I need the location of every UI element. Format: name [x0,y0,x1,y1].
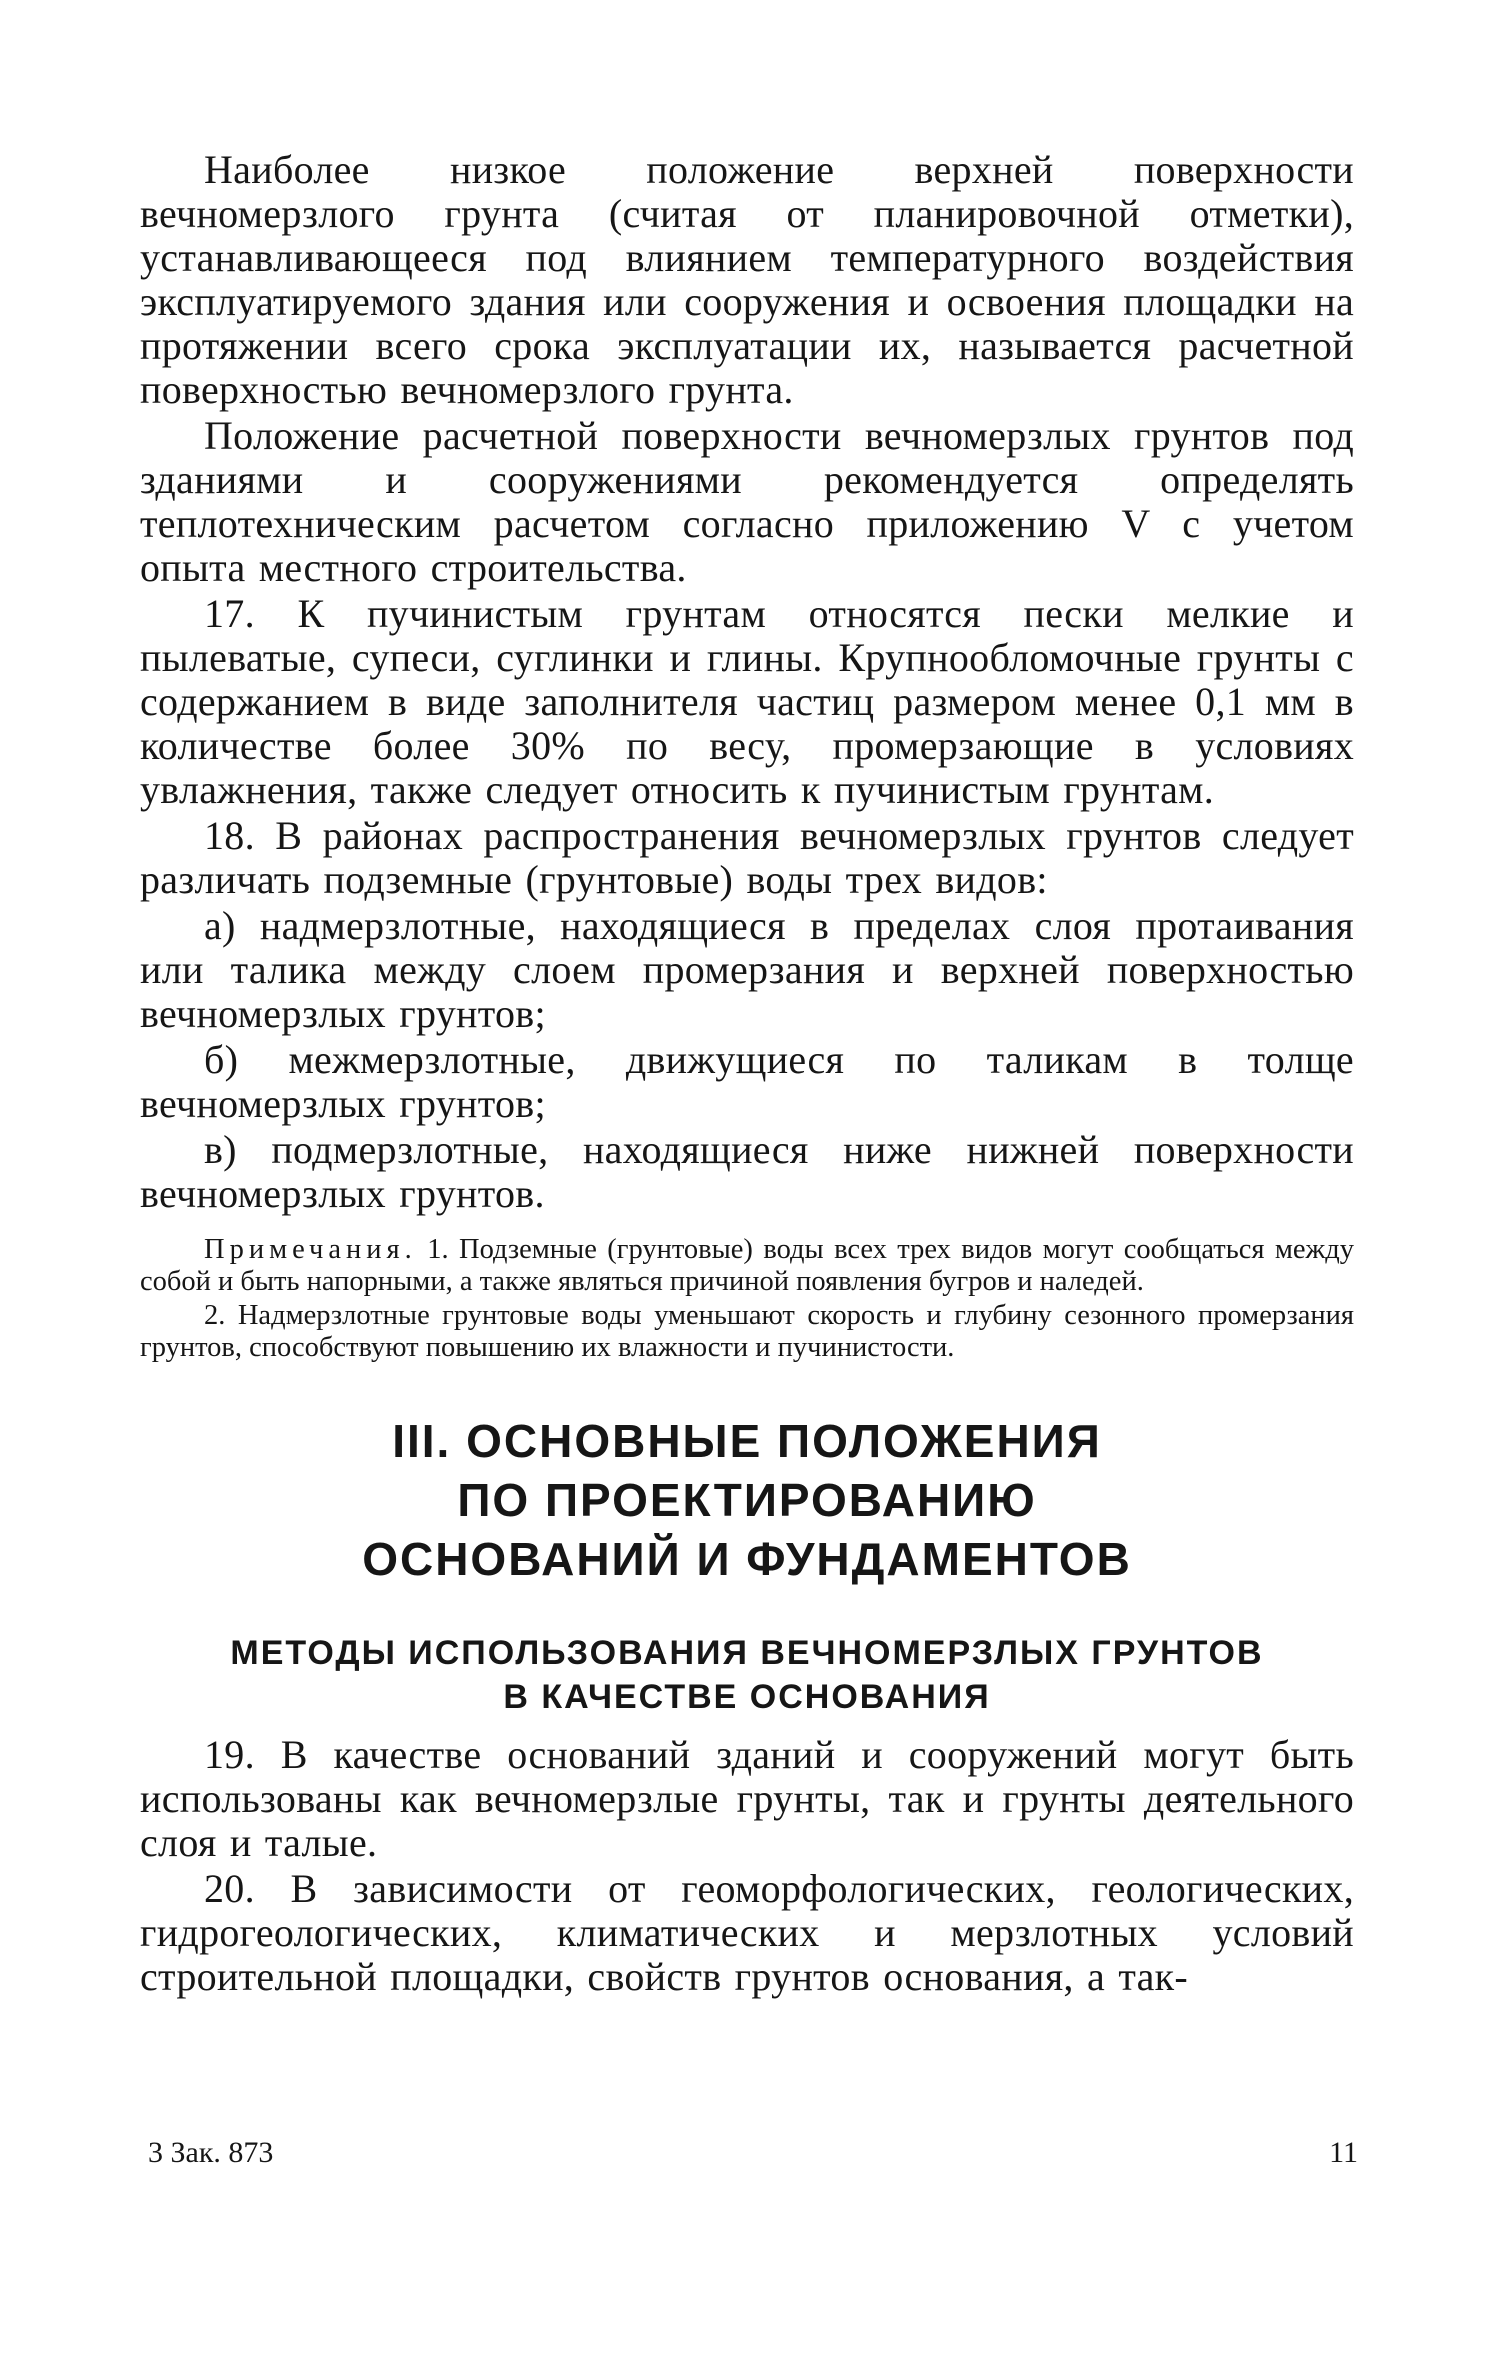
section-heading [140,1412,1354,1589]
paragraph-design-surface: Наиболее низкое положение верхней поверхности вечномерзлого грунта (считая от планировочной отметки), устанавливающееся под влиянием температурного воздействия эксплуатируемого здания или сооружения и освоения площадки на протяжении всего срока эксплуатации их, называется расчетной поверхностью вечномерзлого грунта. [140,147,1354,412]
section-subheading-line-1: МЕТОДЫ ИСПОЛЬЗОВАНИЯ ВЕЧНОМЕРЗЛЫХ ГРУНТОВ [230,1634,1264,1672]
notes-label: Примечания. [204,1234,417,1265]
list-item-b-intrapermafrost: б) межмерзлотные, движущиеся по таликам в толще вечномерзлых грунтов; [140,1037,1354,1126]
paragraph-surface-calculation: Положение расчетной поверхности вечномерзлых грунтов под зданиями и сооружениями рекомендуется определять теплотехническим расчетом согласно приложению V с учетом опыта местного строительства. [140,413,1354,590]
paragraph-20-conditions: 20. В зависимости от геоморфологических, геологических, гидрогеологических, климатических и мерзлотных условий строительной площадки, свойств грунтов основания, а так- [140,1866,1354,1999]
section-subheading-line-2: В КАЧЕСТВЕ ОСНОВАНИЯ [503,1678,991,1716]
list-item-a-suprapermafrost: а) надмерзлотные, находящиеся в пределах слоя протаивания или талика между слоем промерзания и верхней поверхностью вечномерзлых грунтов; [140,903,1354,1036]
notes-block [140,1234,1354,1364]
paragraph-17-heaving-soils: 17. К пучинистым грунтам относятся пески мелкие и пылеватые, супеси, суглинки и глины. Крупнообломочные грунты с содержанием в виде заполнителя частиц размером менее 0,1 мм в количестве более 30% по весу, промерзающие в условиях увлажнения, также следует относить к пучинистым грунтам. [140,591,1354,812]
note-1 [140,1234,1354,1298]
note-1-text: 1. Подземные (грунтовые) воды всех трех видов могут сообщаться между собой и быть напорными, а также являться причиной появления бугров и наледей. [140,1234,1354,1297]
document-page [140,148,1354,2001]
section-heading-line-3: ОСНОВАНИЙ И ФУНДАМЕНТОВ [362,1533,1132,1585]
section-heading-line-2: ПО ПРОЕКТИРОВАНИЮ [457,1474,1037,1526]
list-item-v-subpermafrost: в) подмерзлотные, находящиеся ниже нижней поверхности вечномерзлых грунтов. [140,1127,1354,1216]
paragraph-18-groundwater-types: 18. В районах распространения вечномерзлых грунтов следует различать подземные (грунтовые) воды трех видов: [140,813,1354,902]
section-subheading [140,1631,1354,1719]
page-footer [148,2136,1358,2176]
section-heading-line-1: III. ОСНОВНЫЕ ПОЛОЖЕНИЯ [392,1415,1102,1467]
paragraph-19-foundation-soils: 19. В качестве оснований зданий и сооружений могут быть использованы как вечномерзлые грунты, так и грунты деятельного слоя и талые. [140,1732,1354,1865]
note-2: 2. Надмерзлотные грунтовые воды уменьшают скорость и глубину сезонного промерзания грунтов, способствуют повышению их влажности и пучинистости. [140,1300,1354,1363]
page-number: 11 [1329,2136,1358,2169]
print-order-mark: 3 Зак. 873 [148,2136,274,2169]
